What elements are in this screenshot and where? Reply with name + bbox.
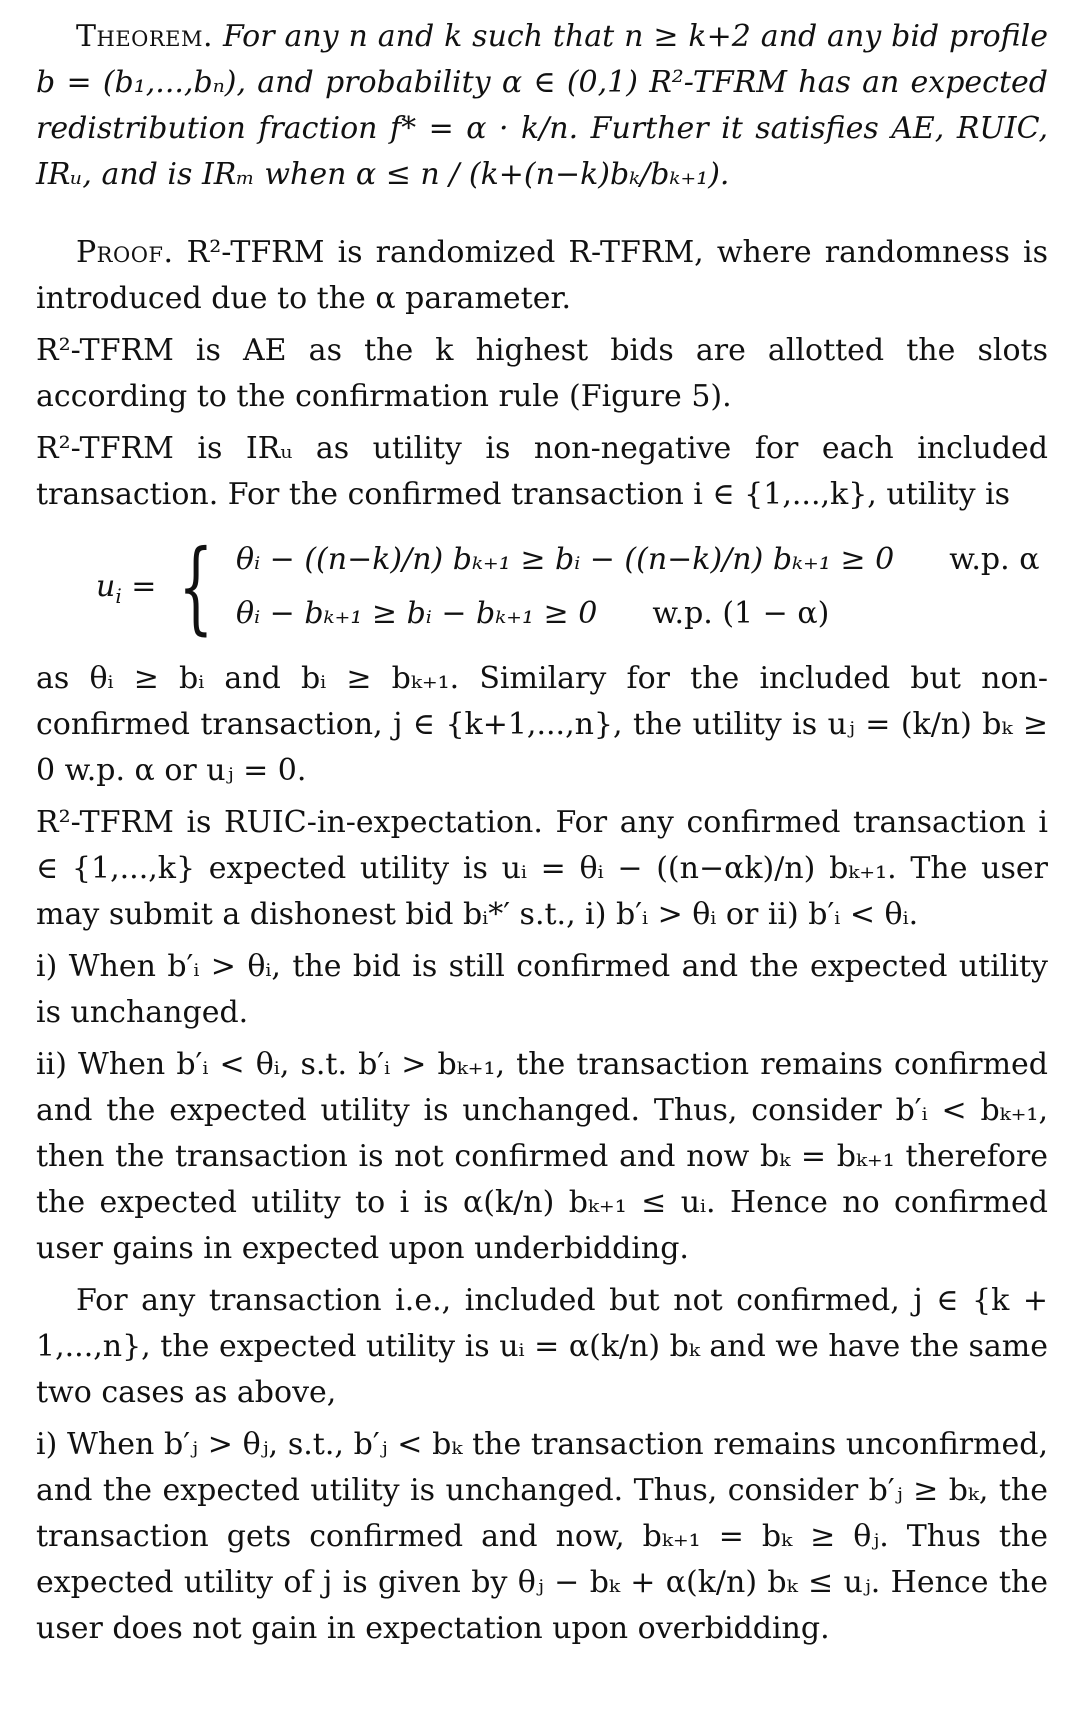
cases-brace: { (178, 528, 214, 645)
proof-p9: i) When b′ⱼ > θⱼ, s.t., b′ⱼ < bₖ the transaction remains unconfirmed, and the expected utility is unchanged. Thus, consider b′ⱼ ≥ bₖ, the transaction gets confirmed and now, bₖ₊₁ = bₖ ≥ θⱼ. Thus the expected utility of j is given by θⱼ − bₖ + α(k/n) bₖ ≤ uⱼ. Hence the user does not gain in expectation upon overbidding. (36, 1427, 1048, 1646)
paper-page (36, 14, 1048, 1658)
proof-p4: as θᵢ ≥ bᵢ and bᵢ ≥ bₖ₊₁. Similary for the included but non-confirmed transaction, j ∈ {k+1,...,n}, the utility is uⱼ = (k/n) bₖ ≥ 0 w.p. α or uⱼ = 0. (36, 661, 1048, 788)
proof-p2: R²-TFRM is AE as the k highest bids are allotted the slots according to the confirmation rule (Figure 5). (36, 333, 1048, 414)
proof-label: Proof. (76, 235, 174, 270)
theorem-label: Theorem. (76, 19, 214, 54)
proof-p1: R²-TFRM is randomized R-TFRM, where randomness is introduced due to the α parameter. (36, 235, 1048, 316)
utility-symbol: $u_i$ = (96, 569, 157, 608)
theorem-paragraph (36, 14, 1048, 198)
proof-p6: i) When b′ᵢ > θᵢ, the bid is still confirmed and the expected utility is unchanged. (36, 949, 1048, 1030)
utility-cases-equation (96, 528, 1048, 645)
case-line-1: θᵢ − ((n−k)/n) bₖ₊₁ ≥ bᵢ − ((n−k)/n) bₖ₊₁ ≥ 0 w.p. α (236, 542, 1040, 577)
proof-p7: ii) When b′ᵢ < θᵢ, s.t. b′ᵢ > bₖ₊₁, the transaction remains confirmed and the expected utility is unchanged. Thus, consider b′ᵢ < bₖ₊₁, then the transaction is not confirmed and now bₖ = bₖ₊₁ therefore the expected utility to i is α(k/n) bₖ₊₁ ≤ uᵢ. Hence no confirmed user gains in expected upon underbidding. (36, 1047, 1048, 1266)
case-line-2: θᵢ − bₖ₊₁ ≥ bᵢ − bₖ₊₁ ≥ 0 w.p. (1 − α) (236, 596, 830, 631)
theorem-text: For any n and k such that n ≥ k+2 and any bid profile b = (b₁,...,bₙ), and probability α ∈ (0,1) R²-TFRM has an expected redistribution fraction f* = α · k/n. Further it satisfies AE, RUIC, IRᵤ, and is IRₘ when α ≤ n / (k+(n−k)bₖ/bₖ₊₁). (36, 19, 1048, 192)
proof-p8: For any transaction i.e., included but not confirmed, j ∈ {k + 1,...,n}, the expected utility is uᵢ = α(k/n) bₖ and we have the same two cases as above, (36, 1283, 1048, 1410)
proof-p3: R²-TFRM is IRᵤ as utility is non-negative for each included transaction. For the confirmed transaction i ∈ {1,...,k}, utility is (36, 431, 1048, 512)
proof-intro (36, 230, 1048, 322)
proof-p5: R²-TFRM is RUIC-in-expectation. For any confirmed transaction i ∈ {1,...,k} expected utility is uᵢ = θᵢ − ((n−αk)/n) bₖ₊₁. The user may submit a dishonest bid bᵢ*′ s.t., i) b′ᵢ > θᵢ or ii) b′ᵢ < θᵢ. (36, 805, 1048, 932)
